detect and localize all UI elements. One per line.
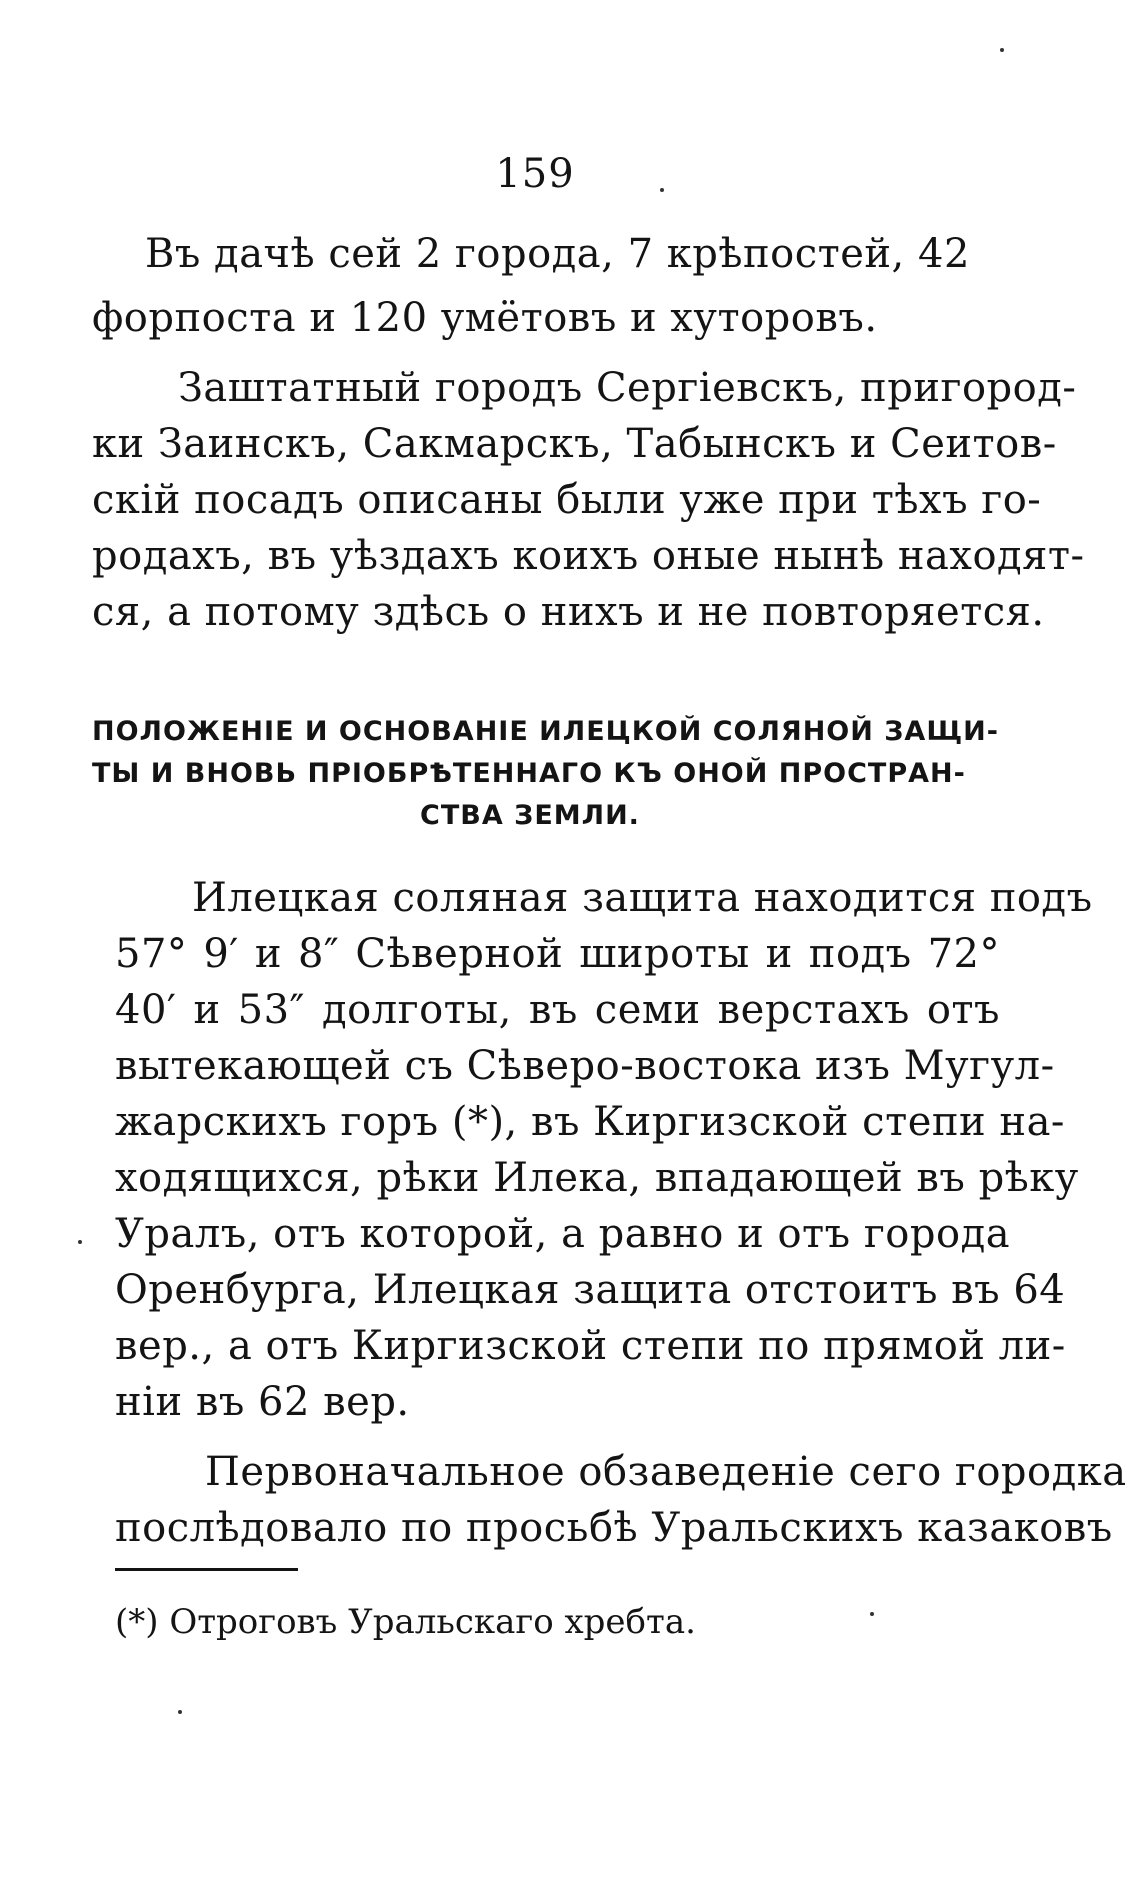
paragraph-3-line-9: вер., а отъ Киргизской степи по прямой ли- [115, 1323, 1066, 1369]
paragraph-3-line-4: вытекающей съ Сѣверо-востока изъ Мугул- [115, 1043, 1055, 1089]
paragraph-3-line-6: ходящихся, рѣки Илека, впадающей въ рѣку [115, 1155, 1079, 1201]
scan-speck [1000, 48, 1004, 52]
footnote: (*) Отроговъ Уральскаго хребта. [115, 1602, 696, 1642]
paragraph-4-line-2: послѣдовало по просьбѣ Уральскихъ казаковъ [115, 1505, 1113, 1551]
section-heading-line-3: СТВА ЗЕМЛИ. [420, 800, 640, 831]
paragraph-3-line-8: Оренбурга, Илецкая защита отстоитъ въ 64 [115, 1267, 1066, 1313]
paragraph-3-line-2: 57° 9′ и 8″ Сѣверной широты и подъ 72° [115, 931, 1000, 977]
section-heading-line-2: ТЫ И ВНОВЬ ПРIОБРѢТЕННАГО КЪ ОНОЙ ПРОСТРАН- [92, 758, 966, 789]
scan-speck [660, 188, 664, 192]
scan-speck [78, 1240, 82, 1244]
paragraph-2-line-1: Заштатный городъ Сергiевскъ, пригород- [178, 365, 1077, 411]
paragraph-4-line-1: Первоначальное обзаведенiе сего городка [205, 1449, 1127, 1495]
paragraph-3-line-3: 40′ и 53″ долготы, въ семи верстахъ отъ [115, 987, 1000, 1033]
paragraph-2-line-2: ки Заинскъ, Сакмарскъ, Табынскъ и Сеитов- [92, 421, 1057, 467]
paragraph-3-line-1: Илецкая соляная защита находится подъ [192, 875, 1093, 921]
section-heading-line-1: ПОЛОЖЕНIЕ И ОСНОВАНIЕ ИЛЕЦКОЙ СОЛЯНОЙ ЗАЩИ- [92, 716, 999, 747]
page-number: 159 [495, 151, 575, 197]
paragraph-1-line-2: форпоста и 120 умётовъ и хуторовъ. [92, 295, 878, 341]
paragraph-3-line-5: жарскихъ горъ (*), въ Киргизской степи на- [115, 1099, 1065, 1145]
scan-speck [178, 1710, 182, 1714]
scan-speck [870, 1612, 874, 1616]
paragraph-2-line-4: родахъ, въ уѣздахъ коихъ оные нынѣ находят- [92, 533, 1085, 579]
paragraph-3-line-10: нiи въ 62 вер. [115, 1379, 410, 1425]
paragraph-2-line-5: ся, а потому здѣсь о нихъ и не повторяется. [92, 589, 1045, 635]
footnote-rule [115, 1568, 298, 1571]
paragraph-3-line-7: Уралъ, отъ которой, а равно и отъ города [115, 1211, 1011, 1257]
paragraph-2-line-3: скiй посадъ описаны были уже при тѣхъ го- [92, 477, 1042, 523]
paragraph-1-line-1: Въ дачѣ сей 2 города, 7 крѣпостей, 42 [145, 231, 970, 277]
